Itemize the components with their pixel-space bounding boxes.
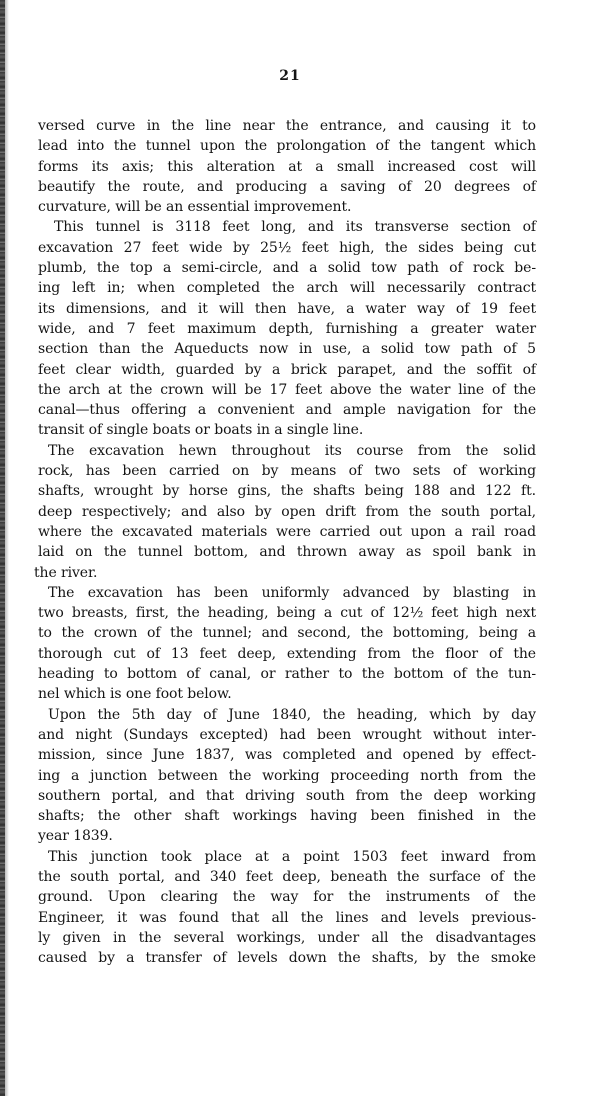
body-text — [34, 116, 536, 968]
text-line: Upon the 5th day of June 1840, the heading, which by day — [48, 706, 536, 723]
text-line: where the excavated materials were carried out upon a rail road — [38, 523, 536, 540]
text-line: This tunnel is 3118 feet long, and its transverse section of — [54, 219, 536, 236]
text-line: to the crown of the tunnel; and second, the bottoming, being a — [38, 625, 536, 642]
text-line: rock, has been carried on by means of two sets of working — [38, 463, 536, 480]
page-number: 21 — [279, 68, 301, 84]
text-line: The excavation has been uniformly advanced by blasting in — [48, 584, 536, 601]
text-line: the south portal, and 340 feet deep, beneath the surface of the — [38, 868, 536, 885]
text-line: heading to bottom of canal, or rather to the bottom of the tun- — [38, 666, 536, 683]
text-line: transit of single boats or boats in a single line. — [38, 422, 364, 439]
text-line: two breasts, first, the heading, being a cut of 12½ feet high next — [38, 605, 536, 622]
text-line: ground. Upon clearing the way for the instruments of the — [38, 889, 536, 906]
text-line: the river. — [34, 564, 98, 581]
text-line: excavation 27 feet wide by 25½ feet high, the sides being cut — [38, 239, 536, 256]
text-line: ly given in the several workings, under all the disadvantages — [38, 929, 536, 946]
text-line: curvature, will be an essential improvement. — [38, 199, 352, 216]
text-line: versed curve in the line near the entrance, and causing it to — [38, 118, 536, 134]
text-line: southern portal, and that driving south from the deep working — [38, 787, 536, 804]
text-line: This junction took place at a point 1503 feet inward from — [48, 848, 536, 865]
text-line: Engineer, it was found that all the lines and levels previous- — [38, 909, 536, 926]
text-line: plumb, the top a semi-circle, and a solid tow path of rock be- — [38, 260, 536, 277]
text-line: the arch at the crown will be 17 feet above the water line of the — [38, 381, 536, 398]
text-line: and night (Sundays excepted) had been wrought without inter- — [38, 726, 536, 743]
text-line: canal—thus offering a convenient and ample navigation for the — [38, 402, 536, 419]
text-line: shafts; the other shaft workings having been finished in the — [38, 808, 536, 825]
text-line: nel which is one foot below. — [38, 686, 232, 703]
text-line: its dimensions, and it will then have, a water way of 19 feet — [38, 300, 536, 317]
text-line: The excavation hewn throughout its course from the solid — [48, 442, 536, 459]
text-line: caused by a transfer of levels down the shafts, by the smoke — [38, 950, 536, 967]
text-line: mission, since June 1837, was completed and opened by effect- — [38, 747, 536, 764]
text-line: wide, and 7 feet maximum depth, furnishing a greater water — [38, 320, 536, 337]
binding-shadow — [5, 0, 9, 1096]
text-line: beautify the route, and producing a saving of 20 degrees of — [38, 178, 536, 195]
text-line: year 1839. — [38, 828, 113, 845]
text-line: deep respectively; and also by open drift from the south portal, — [38, 503, 536, 520]
text-line: ing left in; when completed the arch will necessarily contract — [38, 280, 536, 297]
text-line: section than the Aqueducts now in use, a solid tow path of 5 — [38, 341, 536, 358]
text-line: forms its axis; this alteration at a small increased cost will — [38, 158, 536, 175]
text-line: lead into the tunnel upon the prolongation of the tangent which — [38, 138, 536, 155]
text-line: ing a junction between the working proceeding north from the — [38, 767, 536, 784]
text-line: feet clear width, guarded by a brick parapet, and the soffit of — [38, 361, 536, 378]
text-line: thorough cut of 13 feet deep, extending from the floor of the — [38, 645, 536, 662]
text-line: laid on the tunnel bottom, and thrown away as spoil bank in — [38, 544, 536, 561]
text-line: shafts, wrought by horse gins, the shafts being 188 and 122 ft. — [38, 483, 536, 500]
